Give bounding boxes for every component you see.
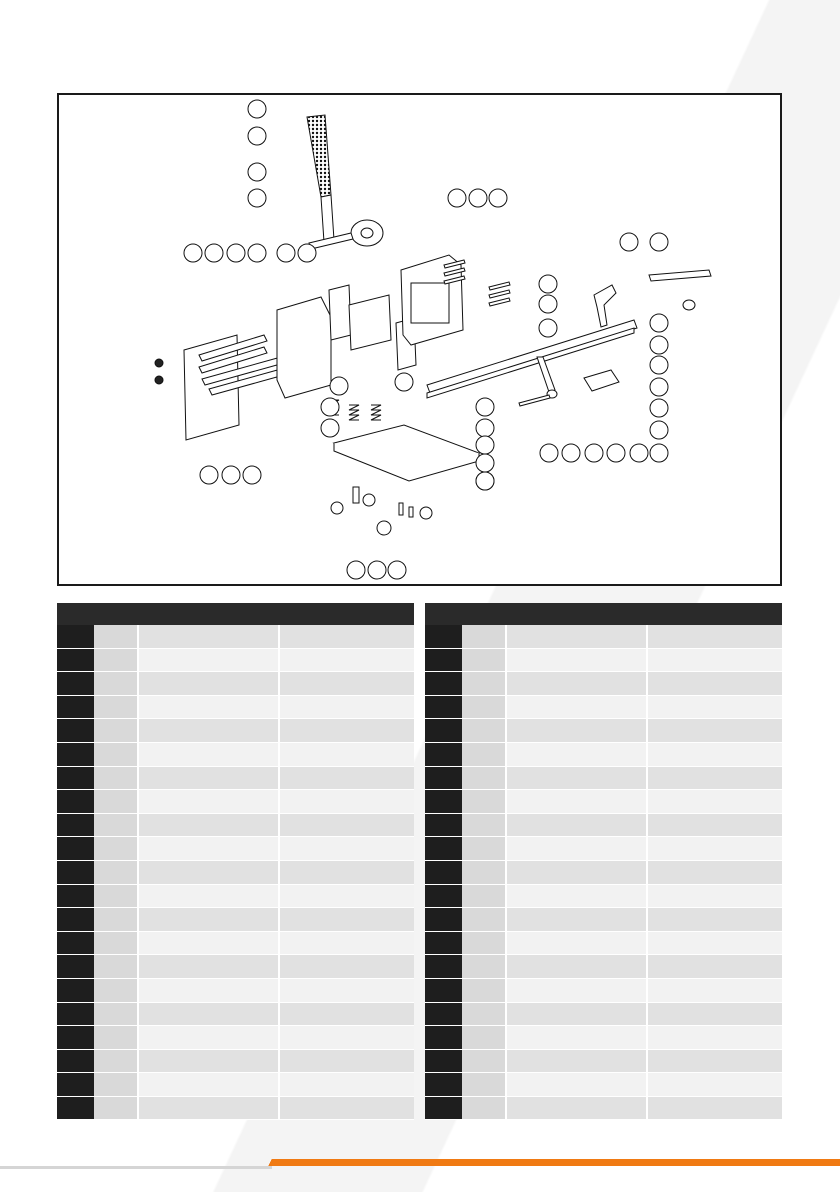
table-cell-desc xyxy=(506,625,647,648)
part-callout-marker xyxy=(476,436,494,454)
part-callout-marker xyxy=(469,189,487,207)
table-cell-qty xyxy=(462,931,506,955)
part-callout-marker xyxy=(448,189,466,207)
table-cell-no xyxy=(425,625,462,648)
table-row xyxy=(57,648,414,672)
part-callout-marker xyxy=(368,561,386,579)
table-cell-no xyxy=(57,837,94,861)
part-callout-marker xyxy=(650,378,668,396)
table-row xyxy=(57,672,414,696)
table-cell-code xyxy=(647,625,782,648)
part-callout-marker xyxy=(650,314,668,332)
table-cell-no xyxy=(57,790,94,814)
table-cell-code xyxy=(647,884,782,908)
table-cell-desc xyxy=(506,908,647,932)
part-callout-marker xyxy=(476,472,494,490)
table-cell-no xyxy=(425,931,462,955)
table-cell-qty xyxy=(462,813,506,837)
table-cell-qty xyxy=(94,884,138,908)
table-row xyxy=(425,1096,782,1120)
table-cell-code xyxy=(279,766,414,790)
table-cell-desc xyxy=(138,672,279,696)
table-cell-qty xyxy=(462,1002,506,1026)
table-cell-qty xyxy=(462,837,506,861)
table-cell-desc xyxy=(506,955,647,979)
table-row xyxy=(425,766,782,790)
table-row xyxy=(425,813,782,837)
table-cell-code xyxy=(279,813,414,837)
table-cell-no xyxy=(57,860,94,884)
table-cell-no xyxy=(425,837,462,861)
jaw-block-part xyxy=(349,295,391,350)
table-cell-code xyxy=(279,672,414,696)
part-callout-marker xyxy=(222,466,240,484)
table-cell-no xyxy=(57,1073,94,1097)
table-cell-no xyxy=(425,908,462,932)
table-cell-qty xyxy=(94,742,138,766)
table-cell-desc xyxy=(506,884,647,908)
middle-plate-part xyxy=(277,297,331,398)
table-cell-desc xyxy=(138,884,279,908)
table-cell-desc xyxy=(138,625,279,648)
part-callout-marker xyxy=(476,454,494,472)
table-cell-desc xyxy=(138,695,279,719)
table-cell-qty xyxy=(94,672,138,696)
table-cell-desc xyxy=(506,837,647,861)
table-cell-qty xyxy=(94,955,138,979)
exploded-parts-diagram xyxy=(57,93,782,586)
table-cell-desc xyxy=(506,695,647,719)
table-cell-code xyxy=(647,672,782,696)
part-callout-marker xyxy=(539,319,557,337)
table-row xyxy=(425,1026,782,1050)
table-cell-desc xyxy=(506,790,647,814)
table-cell-qty xyxy=(462,719,506,743)
stop-bar-part xyxy=(649,270,711,281)
part-callout-marker xyxy=(184,244,202,262)
part-callout-marker xyxy=(585,444,603,462)
table-cell-code xyxy=(647,955,782,979)
table-cell-no xyxy=(57,719,94,743)
table-cell-code xyxy=(279,860,414,884)
table-row xyxy=(57,1002,414,1026)
part-callout-marker xyxy=(562,444,580,462)
part-callout-marker xyxy=(630,444,648,462)
table-cell-no xyxy=(425,742,462,766)
part-callout-marker xyxy=(205,244,223,262)
part-callout-marker xyxy=(650,421,668,439)
header-code xyxy=(647,603,782,625)
table-row xyxy=(425,625,782,648)
table-row xyxy=(425,742,782,766)
table-cell-no xyxy=(57,672,94,696)
table-cell-no xyxy=(425,672,462,696)
footer-grey-bar xyxy=(0,1166,272,1169)
table-cell-qty xyxy=(94,790,138,814)
table-row xyxy=(57,931,414,955)
header-code xyxy=(279,603,414,625)
table-cell-no xyxy=(57,1049,94,1073)
table-cell-desc xyxy=(138,1073,279,1097)
table-cell-code xyxy=(279,719,414,743)
table-row xyxy=(57,742,414,766)
table-cell-no xyxy=(425,1049,462,1073)
table-cell-qty xyxy=(462,695,506,719)
part-callout-marker xyxy=(388,561,406,579)
table-cell-qty xyxy=(94,719,138,743)
table-row xyxy=(57,837,414,861)
table-cell-code xyxy=(279,837,414,861)
table-row xyxy=(425,695,782,719)
table-row xyxy=(425,672,782,696)
table-cell-code xyxy=(647,719,782,743)
table-cell-no xyxy=(57,884,94,908)
header-qty xyxy=(94,603,138,625)
table-cell-desc xyxy=(138,790,279,814)
table-cell-desc xyxy=(138,813,279,837)
table-cell-qty xyxy=(94,813,138,837)
table-cell-no xyxy=(57,625,94,648)
table-cell-code xyxy=(647,837,782,861)
table-cell-no xyxy=(57,1026,94,1050)
table-cell-desc xyxy=(506,742,647,766)
table-cell-qty xyxy=(94,908,138,932)
table-cell-code xyxy=(647,931,782,955)
table-row xyxy=(57,1073,414,1097)
table-cell-qty xyxy=(94,1049,138,1073)
header-no xyxy=(425,603,462,625)
table-cell-desc xyxy=(138,978,279,1002)
table-cell-qty xyxy=(94,1002,138,1026)
table-row xyxy=(57,860,414,884)
table-row xyxy=(425,860,782,884)
table-cell-desc xyxy=(506,1026,647,1050)
table-row xyxy=(425,719,782,743)
table-cell-no xyxy=(57,648,94,672)
table-cell-desc xyxy=(506,766,647,790)
table-cell-desc xyxy=(506,813,647,837)
table-row xyxy=(57,695,414,719)
table-cell-no xyxy=(57,955,94,979)
table-cell-no xyxy=(425,1073,462,1097)
part-callout-marker xyxy=(248,100,266,118)
header-description xyxy=(506,603,647,625)
table-cell-qty xyxy=(462,648,506,672)
part-callout-marker xyxy=(539,295,557,313)
table-row xyxy=(57,766,414,790)
table-cell-desc xyxy=(506,978,647,1002)
part-callout-marker xyxy=(650,399,668,417)
table-cell-code xyxy=(647,813,782,837)
part-callout-marker xyxy=(298,244,316,262)
table-cell-no xyxy=(57,1002,94,1026)
table-cell-no xyxy=(425,955,462,979)
table-cell-no xyxy=(57,766,94,790)
table-cell-desc xyxy=(506,1049,647,1073)
table-cell-no xyxy=(425,1026,462,1050)
table-row xyxy=(57,884,414,908)
part-callout-marker xyxy=(489,189,507,207)
part-callout-marker xyxy=(620,233,638,251)
table-cell-code xyxy=(647,648,782,672)
table-cell-qty xyxy=(94,978,138,1002)
table-cell-qty xyxy=(94,1073,138,1097)
table-cell-no xyxy=(425,813,462,837)
table-cell-desc xyxy=(506,719,647,743)
table-cell-no xyxy=(57,908,94,932)
table-cell-desc xyxy=(506,648,647,672)
table-cell-code xyxy=(647,908,782,932)
table-cell-code xyxy=(647,1096,782,1120)
table-cell-desc xyxy=(138,955,279,979)
table-cell-qty xyxy=(462,742,506,766)
part-callout-marker xyxy=(248,244,266,262)
table-cell-no xyxy=(425,1002,462,1026)
table-cell-code xyxy=(647,1002,782,1026)
table-cell-no xyxy=(57,978,94,1002)
table-row xyxy=(425,837,782,861)
part-callout-marker xyxy=(539,275,557,293)
table-cell-qty xyxy=(462,955,506,979)
table-cell-qty xyxy=(94,648,138,672)
table-header-row xyxy=(57,603,414,625)
table-cell-desc xyxy=(138,719,279,743)
table-cell-code xyxy=(647,978,782,1002)
table-cell-no xyxy=(425,790,462,814)
table-cell-code xyxy=(279,978,414,1002)
part-callout-marker xyxy=(650,336,668,354)
table-cell-desc xyxy=(138,766,279,790)
table-cell-no xyxy=(57,695,94,719)
table-cell-code xyxy=(647,1026,782,1050)
table-row xyxy=(57,790,414,814)
table-cell-desc xyxy=(138,837,279,861)
table-cell-code xyxy=(279,695,414,719)
table-cell-code xyxy=(279,742,414,766)
table-row xyxy=(57,1096,414,1120)
table-cell-code xyxy=(279,1002,414,1026)
table-cell-code xyxy=(647,790,782,814)
table-row xyxy=(425,955,782,979)
table-row xyxy=(57,908,414,932)
table-cell-qty xyxy=(462,978,506,1002)
table-cell-code xyxy=(279,1096,414,1120)
table-cell-qty xyxy=(94,625,138,648)
table-cell-no xyxy=(425,695,462,719)
part-callout-marker xyxy=(248,127,266,145)
part-callout-marker xyxy=(243,466,261,484)
table-cell-desc xyxy=(138,742,279,766)
part-callout-marker xyxy=(227,244,245,262)
table-cell-desc xyxy=(138,1026,279,1050)
part-callout-marker xyxy=(540,444,558,462)
table-cell-no xyxy=(57,742,94,766)
table-cell-code xyxy=(279,790,414,814)
table-row xyxy=(425,978,782,1002)
part-callout-marker xyxy=(321,419,339,437)
header-description xyxy=(138,603,279,625)
table-cell-no xyxy=(425,1096,462,1120)
table-row xyxy=(425,1073,782,1097)
table-cell-code xyxy=(279,931,414,955)
table-cell-desc xyxy=(506,931,647,955)
table-cell-qty xyxy=(462,625,506,648)
table-cell-desc xyxy=(506,1096,647,1120)
table-row xyxy=(57,625,414,648)
table-cell-qty xyxy=(462,766,506,790)
table-row xyxy=(57,1049,414,1073)
table-cell-code xyxy=(279,648,414,672)
table-cell-code xyxy=(279,908,414,932)
part-callout-marker xyxy=(650,444,668,462)
table-row xyxy=(57,719,414,743)
table-cell-code xyxy=(279,625,414,648)
table-cell-qty xyxy=(94,1026,138,1050)
table-cell-code xyxy=(279,1049,414,1073)
table-cell-no xyxy=(425,648,462,672)
table-row xyxy=(57,1026,414,1050)
part-callout-marker xyxy=(248,163,266,181)
part-callout-marker xyxy=(200,466,218,484)
table-row xyxy=(425,790,782,814)
table-cell-qty xyxy=(462,672,506,696)
table-cell-qty xyxy=(462,790,506,814)
table-cell-qty xyxy=(94,695,138,719)
table-row xyxy=(425,1002,782,1026)
table-cell-no xyxy=(57,1096,94,1120)
table-cell-qty xyxy=(94,1096,138,1120)
table-cell-desc xyxy=(138,908,279,932)
part-callout-marker xyxy=(321,398,339,416)
table-cell-desc xyxy=(138,648,279,672)
header-no xyxy=(57,603,94,625)
table-cell-qty xyxy=(462,908,506,932)
table-row xyxy=(57,978,414,1002)
table-cell-qty xyxy=(94,931,138,955)
table-cell-code xyxy=(647,742,782,766)
table-cell-qty xyxy=(94,837,138,861)
table-cell-desc xyxy=(138,1096,279,1120)
table-cell-qty xyxy=(462,1026,506,1050)
table-cell-no xyxy=(425,978,462,1002)
header-qty xyxy=(462,603,506,625)
table-cell-code xyxy=(647,766,782,790)
stop-block-part xyxy=(584,370,619,391)
guide-block-part xyxy=(329,285,351,340)
table-cell-code xyxy=(647,860,782,884)
table-cell-desc xyxy=(506,672,647,696)
table-cell-qty xyxy=(462,1073,506,1097)
part-callout-marker xyxy=(347,561,365,579)
table-cell-qty xyxy=(462,884,506,908)
table-cell-no xyxy=(57,931,94,955)
part-callout-marker xyxy=(650,356,668,374)
part-callout-marker xyxy=(607,444,625,462)
table-cell-code xyxy=(279,1026,414,1050)
table-cell-qty xyxy=(462,1096,506,1120)
part-callout-marker xyxy=(330,377,348,395)
table-row xyxy=(425,931,782,955)
table-cell-no xyxy=(425,860,462,884)
table-cell-no xyxy=(57,813,94,837)
parts-list-table-right xyxy=(425,603,782,1120)
table-row xyxy=(57,955,414,979)
handle-shaft-part xyxy=(321,195,334,242)
table-cell-desc xyxy=(506,1002,647,1026)
table-cell-code xyxy=(647,1073,782,1097)
part-callout-marker xyxy=(650,233,668,251)
part-callout-marker xyxy=(476,398,494,416)
parts-list-table-left xyxy=(57,603,414,1120)
table-cell-no xyxy=(425,766,462,790)
footer-accent-bar xyxy=(275,1159,840,1166)
lever-clamp-part xyxy=(594,285,616,327)
table-cell-code xyxy=(647,695,782,719)
table-cell-desc xyxy=(506,1073,647,1097)
table-cell-desc xyxy=(138,1002,279,1026)
table-cell-code xyxy=(647,1049,782,1073)
table-row xyxy=(57,813,414,837)
table-cell-qty xyxy=(94,860,138,884)
table-cell-desc xyxy=(138,931,279,955)
part-callout-marker xyxy=(277,244,295,262)
table-cell-qty xyxy=(462,860,506,884)
table-header-row xyxy=(425,603,782,625)
table-cell-desc xyxy=(138,1049,279,1073)
table-cell-code xyxy=(279,955,414,979)
table-cell-no xyxy=(425,884,462,908)
exploded-view-drawing xyxy=(59,95,780,584)
part-callout-marker xyxy=(248,189,266,207)
table-cell-code xyxy=(279,884,414,908)
table-cell-qty xyxy=(94,766,138,790)
table-cell-qty xyxy=(462,1049,506,1073)
table-cell-desc xyxy=(138,860,279,884)
table-cell-code xyxy=(279,1073,414,1097)
table-cell-no xyxy=(425,719,462,743)
part-callout-marker xyxy=(395,373,413,391)
table-row xyxy=(425,1049,782,1073)
table-row xyxy=(425,884,782,908)
part-callout-marker xyxy=(476,419,494,437)
table-row xyxy=(425,648,782,672)
table-cell-desc xyxy=(506,860,647,884)
table-row xyxy=(425,908,782,932)
knurled-handle-part xyxy=(307,115,331,197)
